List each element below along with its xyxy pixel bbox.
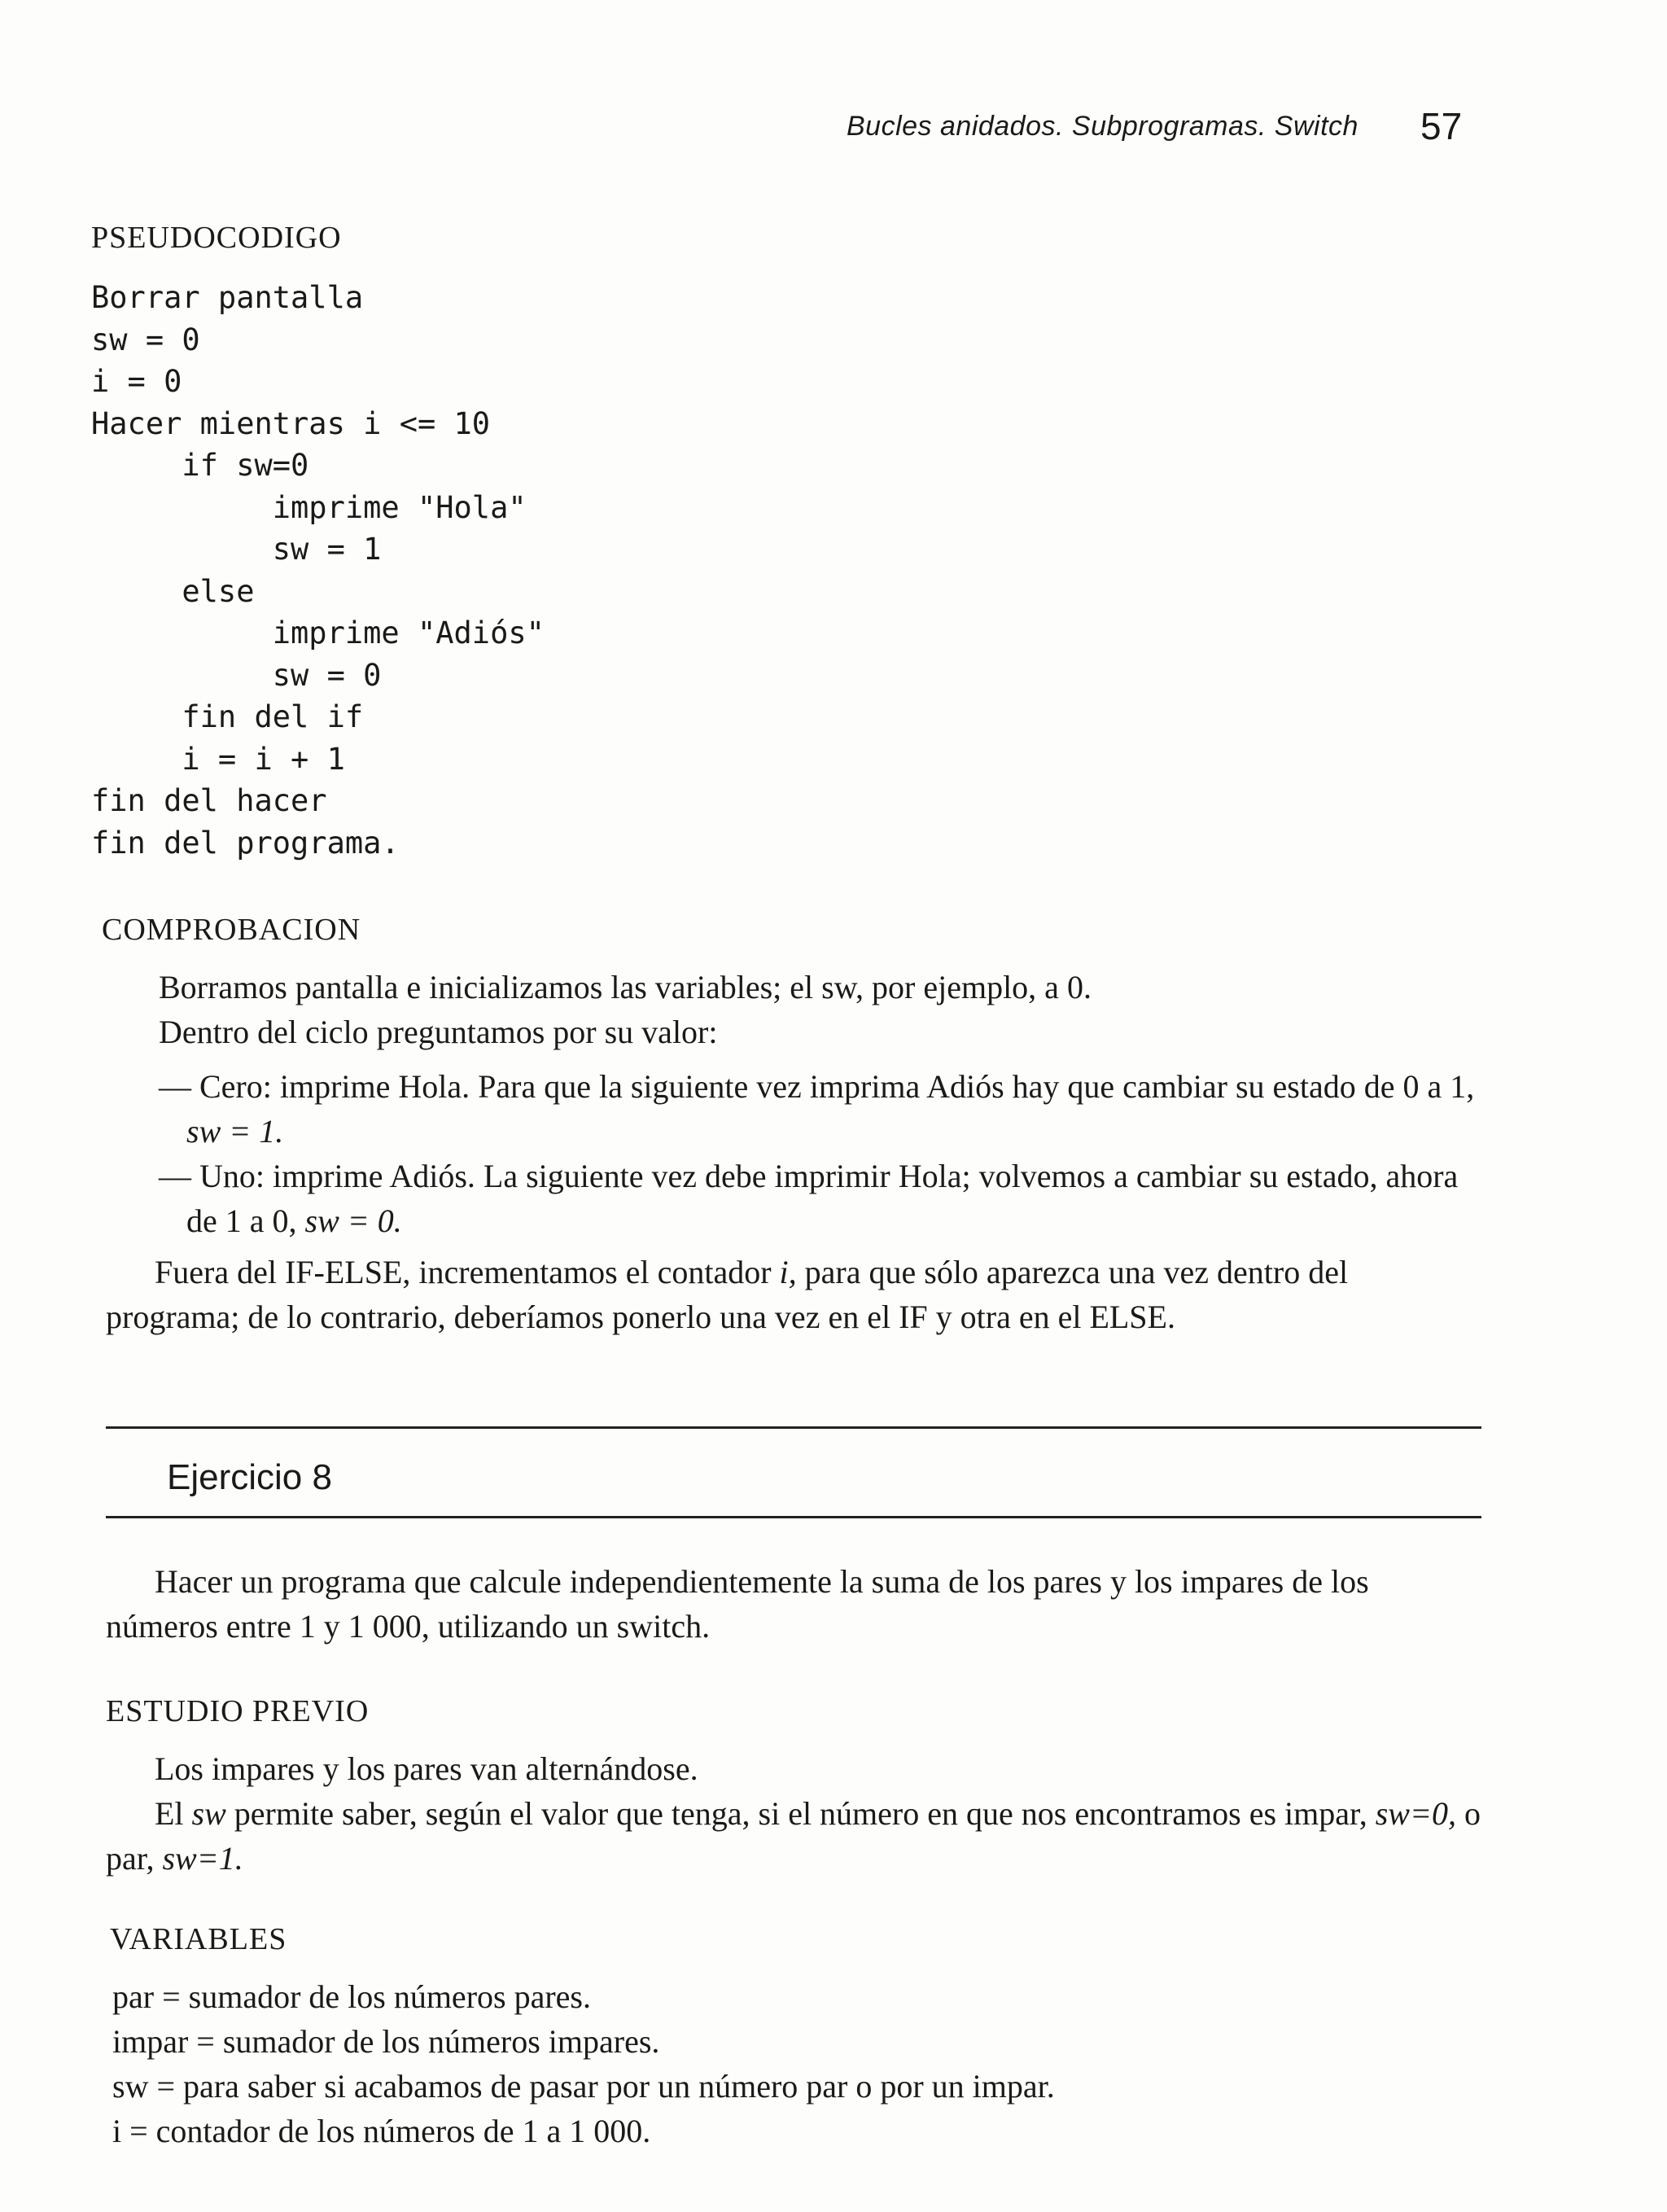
formula: sw=0, — [1375, 1795, 1456, 1832]
estudio-heading: ESTUDIO PREVIO — [106, 1694, 370, 1728]
bullet-dash: — — [159, 1158, 191, 1194]
bullet-text: Uno: imprime Adiós. La siguiente vez debe imprimir Hola; volvemos a cambiar su estado, ahora de 1 a 0, — [186, 1158, 1459, 1239]
variables-list — [112, 1974, 1480, 2153]
code-line: else — [91, 573, 255, 609]
text-run: o par, — [106, 1795, 1481, 1877]
bullet-dash: — — [159, 1068, 191, 1105]
running-title: Bucles anidados. Subprogramas. Switch — [847, 111, 1359, 142]
variable-item: impar = sumador de los números impares. — [112, 2023, 660, 2060]
bullet-text: Cero: imprime Hola. Para que la siguiente vez imprima Adiós hay que cambiar su estado de 0 a 1, — [199, 1068, 1475, 1105]
code-line: i = i + 1 — [91, 741, 345, 777]
comprobacion-closing — [106, 1250, 1481, 1339]
page-number: 57 — [1420, 105, 1463, 147]
code-line: sw = 0 — [91, 657, 382, 693]
variable-ref: i, — [779, 1254, 797, 1290]
code-line: fin del hacer — [91, 783, 327, 818]
bullet-item — [159, 1064, 1477, 1154]
code-line: fin del programa. — [91, 825, 400, 861]
text-run: Fuera del IF-ELSE, incrementamos el contador — [155, 1254, 772, 1290]
code-line: sw = 1 — [91, 532, 382, 567]
code-line: Borrar pantalla — [91, 280, 364, 315]
formula: sw=1. — [162, 1840, 243, 1877]
text-run: El — [155, 1795, 184, 1832]
code-line: fin del if — [91, 699, 364, 734]
code-line: imprime "Adiós" — [91, 615, 545, 650]
estudio-paragraph — [106, 1791, 1481, 1881]
code-line: sw = 0 — [91, 322, 200, 357]
comprobacion-heading: COMPROBACION — [102, 913, 361, 947]
estudio-paragraph: Los impares y los pares van alternándose. — [155, 1750, 698, 1787]
comprobacion-body — [159, 965, 1477, 1243]
bullet-item — [159, 1154, 1477, 1243]
variable-ref: sw — [191, 1795, 226, 1832]
pseudocode-block — [91, 277, 545, 864]
text-run: para que sólo aparezca una vez dentro del programa; de lo contrario, deberíamos ponerlo una vez en el IF y otra en el ELSE. — [106, 1254, 1349, 1335]
exercise-title: Ejercicio 8 — [167, 1457, 332, 1497]
bottom-rule — [106, 1516, 1481, 1518]
code-line: imprime "Hola" — [91, 489, 527, 525]
code-line: if sw=0 — [91, 448, 309, 483]
comprobacion-paragraph: Dentro del ciclo preguntamos por su valor: — [159, 1014, 718, 1050]
estudio-body — [106, 1746, 1481, 1881]
comprobacion-paragraph: Borramos pantalla e inicializamos las variables; el sw, por ejemplo, a 0. — [159, 969, 1092, 1005]
exercise-statement-block — [106, 1559, 1481, 1649]
code-line: Hacer mientras i <= 10 — [91, 405, 491, 441]
bullet-formula: sw = 1. — [186, 1113, 284, 1150]
code-line: i = 0 — [91, 364, 182, 399]
variable-item: i = contador de los números de 1 a 1 000. — [112, 2113, 651, 2149]
variable-item: sw = para saber si acabamos de pasar por un número par o por un impar. — [112, 2068, 1055, 2105]
top-rule — [106, 1426, 1481, 1429]
text-run: permite saber, según el valor que tenga, si el número en que nos encontramos es impar, — [234, 1795, 1367, 1832]
bullet-formula: sw = 0. — [304, 1202, 402, 1239]
exercise-statement: Hacer un programa que calcule independientemente la suma de los pares y los impares de los números entre 1 y 1 000, utilizando un switch. — [106, 1563, 1369, 1645]
pseudocode-heading: PSEUDOCODIGO — [91, 221, 342, 255]
variable-item: par = sumador de los números pares. — [112, 1978, 591, 2015]
comprobacion-paragraph — [106, 1250, 1481, 1339]
variables-heading: VARIABLES — [110, 1922, 287, 1956]
